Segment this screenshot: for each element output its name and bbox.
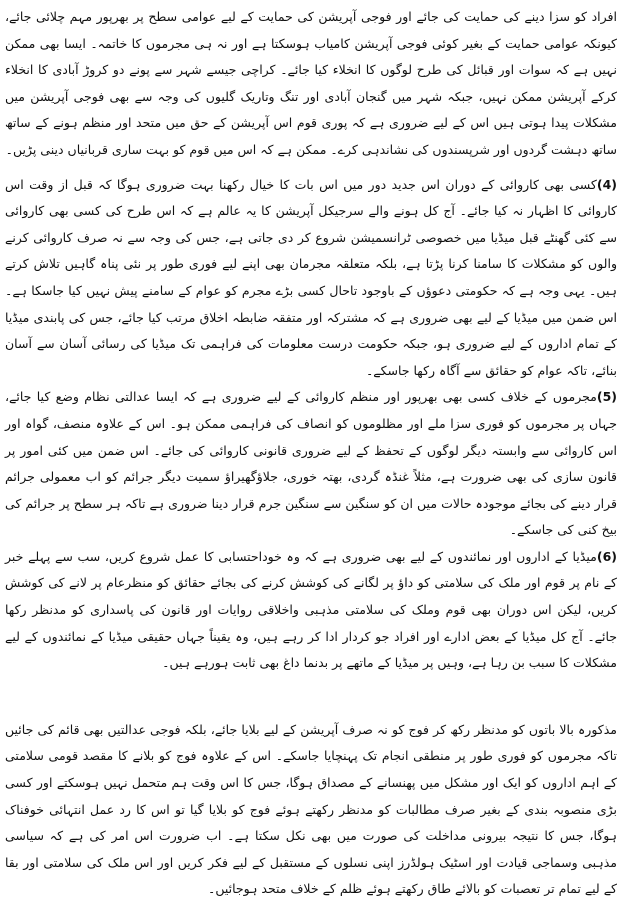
paragraph-point-4 [5, 172, 617, 385]
paragraph-text: مجرموں کے خلاف کسی بھی بھرپور اور منظم کاروائی کے لیے ضروری ہے کہ ایسا عدالتی نظام وضع کیا جائے، جہاں پر مجرموں کو فوری سزا ملے اور مظلوموں کو انصاف کی فراہمی ممکن ہو۔ اس کے علاوہ منصف، گواہ اور اس کاروائی سے وابستہ دیگر لوگوں کے تحفظ کے لیے ضروری قانونی کاروائی کی جائے۔ اس ضمن میں کئی امور پر قانون سازی کی بھی ضرورت ہے، مثلاً غنڈہ گردی، بھتہ خوری، جلاؤگھیراؤ سمیت دیگر جرائم کو اب معمولی جرائم قرار دینے کی بجائے موجودہ حالات میں ان کو سنگین سے سنگین جرم قرار دینا ضروری ہے تاکہ ہر سطح پر جرائم کی بیخ کنی کی جاسکے۔ [5, 389, 617, 538]
paragraph-text: کسی بھی کاروائی کے دوران اس جدید دور میں اس بات کا خیال رکھنا بہت ضروری ہوگا کہ قبل از وقت اس کاروائی کا اظہار نہ کیا جائے۔ آج کل ہونے والے سرجیکل آپریشن کا یہ عالم ہے کہ اس طرح کی کسی بھی کاروائی سے کئی گھنٹے قبل میڈیا میں خصوصی ٹرانسمیشن شروع کر دی جاتی ہے، جس کی وجہ سے نہ صرف کاروائی کرنے والوں کو مشکلات کا سامنا کرنا پڑتا ہے، بلکہ متعلقہ مجرمان بھی اپنے لیے فوری طور پر نئی پناہ گاہیں تلاش کرتے ہیں۔ یہی وجہ ہے کہ حکومتی دعوؤں کے باوجود تاحال کسی بڑے مجرم کو عوام کے سامنے پیش نہیں کیا جاسکا ہے۔ اس ضمن میں میڈیا کے لیے بھی ضروری ہے کہ مشترکہ اور متفقہ ضابطہ اخلاق مرتب کیا جائے، جس کی پابندی میڈیا کے تمام اداروں کے لیے ضروری ہو، جبکہ حکومت درست معلومات کی فراہمی تک میڈیا کی رسائی آسان سے آسان بنائے، تاکہ عوام کو حقائق سے آگاہ رکھا جاسکے۔ [5, 176, 617, 378]
point-number: (6) [596, 548, 617, 564]
paragraph-text: میڈیا کے اداروں اور نمائندوں کے لیے بھی ضروری ہے کہ وہ خوداحتسابی کا عمل شروع کریں، سب سے پہلے خبر کے نام پر قوم اور ملک کی سلامتی کو داؤ پر لگانے کی کوشش کرنے کی بجائے حقائق کو منظرعام پر لانے کی کوشش کریں، لیکن اس دوران بھی قوم وملک کی سلامتی مذہبی واخلاقی روایات اور قانون کی پاسداری کو مدنظر رکھا جائے۔ آج کل میڈیا کے بعض ادارے اور افراد جو کردار ادا کر رہے ہیں، وہ یقیناً جہاں حقیقی میڈیا کے نمائندوں کے لیے مشکلات کا سبب بن رہا ہے، وہیں پر میڈیا کے ماتھے پر بدنما داغ بھی ثابت ہورہے ہیں۔ [5, 548, 617, 671]
paragraph-point-6 [5, 544, 617, 677]
paragraph-spacer [5, 164, 617, 172]
paragraph-text: مذکورہ بالا باتوں کو مدنظر رکھ کر فوج کو نہ صرف آپریشن کے لیے بلایا جائے، بلکہ فوجی عدالتیں بھی قائم کی جائیں تاکہ مجرموں کو فوری طور پر منطقی انجام تک پہنچایا جاسکے۔ اس کے علاوہ فوج کو بلانے کا مقصد قومی سلامتی کے اہم اداروں کو ایک اور مشکل میں پھنسانے کے مصداق ہوگا، جس کا اس وقت ہم متحمل نہیں ہوسکتے اور کسی بڑی منصوبہ بندی کے بغیر صرف مطالبات کو مدنظر رکھتے ہوئے فوج کو بلایا گیا تو اس کا رد عمل انتہائی خوفناک ہوگا، جس کا نتیجہ بیرونی مداخلت کی صورت میں بھی نکل سکتا ہے۔ اب ضرورت اس امر کی ہے کہ سیاسی مذہبی وسماجی قیادت اور اسٹیک ہولڈرز اپنی نسلوں کے مستقبل کے لیے فکر کریں اور اس ملک کی سلامتی اور بقا کے لیے تمام تر تعصبات کو بالائے طاق رکھتے ہوئے ظلم کے خلاف متحد ہوجائیں۔ [5, 721, 617, 897]
paragraph-intro [5, 4, 617, 164]
point-number: (5) [596, 389, 617, 405]
paragraph-point-5 [5, 384, 617, 544]
document-page [5, 4, 617, 897]
point-number: (4) [596, 176, 617, 192]
paragraph-conclusion [5, 717, 617, 903]
section-spacer [5, 677, 617, 717]
paragraph-text: افراد کو سزا دینے کی حمایت کی جائے اور فوجی آپریشن کی حمایت کے لیے عوامی سطح پر بھرپور مہم چلائی جائے، کیونکہ عوامی حمایت کے بغیر کوئی فوجی آپریشن کامیاب ہوسکتا ہے اور نہ ہی مجرموں کا خاتمہ۔ ایسا بھی ممکن نہیں ہے کہ سوات اور قبائل کی طرح لوگوں کا انخلاء کیا جائے۔ کراچی جیسے شہر سے پونے دو کروڑ آبادی کا انخلاء کرکے آپریشن ممکن نہیں، جبکہ شہر میں گنجان آبادی اور تنگ وتاریک گلیوں کی وجہ سے بھی فوجی آپریشن میں مشکلات پیدا ہوتی ہیں اس کے لیے ضروری ہے کہ پوری قوم اس آپریشن کے حق میں متحد اور منظم ہونے کے ساتھ ساتھ دہشت گردوں اور شرپسندوں کی نشاندہی کرے۔ ممکن ہے کہ اس میں قوم کو بہت ساری قربانیاں دینی پڑیں۔ [5, 9, 617, 157]
